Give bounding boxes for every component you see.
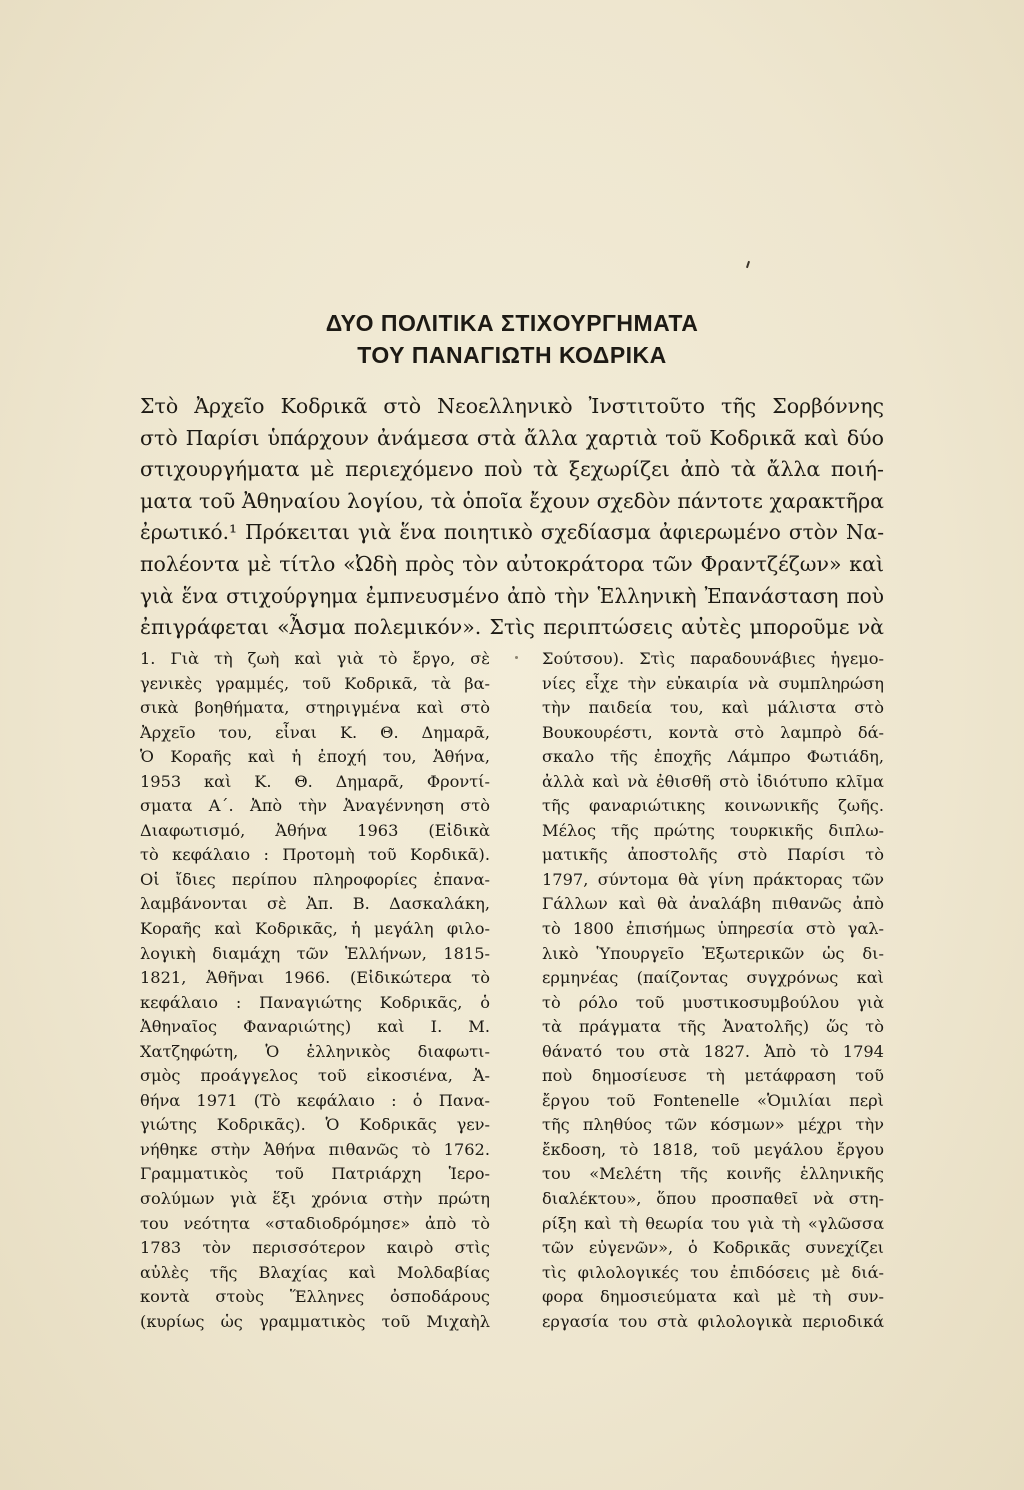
footnote-line: γιώτης Κοδρικᾶς). Ὁ Κοδρικᾶς γεν- — [140, 1115, 490, 1135]
footnote-line: Διαφωτισμό, Ἀθήνα 1963 (Εἰδικὰ — [140, 820, 490, 840]
footnote-line: Ἀρχεῖο του, εἶναι Κ. Θ. Δημαρᾶ, — [140, 722, 490, 742]
footnote-line: του νεότητα «σταδιοδρόμησε» ἀπὸ τὸ — [140, 1213, 490, 1233]
footnote-line: Μέλος τῆς πρώτης τουρκικῆς διπλω- — [542, 820, 884, 840]
footnote-line: του «Μελέτη τῆς κοινῆς ἑλληνικῆς — [542, 1164, 884, 1184]
footnote-line: σκαλο τῆς ἐποχῆς Λάμπρο Φωτιάδη, — [542, 747, 884, 767]
intro-line: στὸ Παρίσι ὑπάρχουν ἀνάμεσα στὰ ἄλλα χαρτιὰ τοῦ Κοδρικᾶ καὶ δύο — [140, 425, 884, 450]
footnote-line: ματικῆς ἀποστολῆς στὸ Παρίσι τὸ — [542, 845, 884, 865]
footnote-line: ποὺ δημοσίευσε τὴ μετάφραση τοῦ — [542, 1066, 884, 1086]
footnote-line: Βουκουρέστι, κοντὰ στὸ λαμπρὸ δά- — [542, 722, 884, 742]
footnote-line: κεφάλαιο : Παναγιώτης Κοδρικᾶς, ὁ — [140, 992, 490, 1012]
footnote-line: τὴν παιδεία του, καὶ μάλιστα στὸ — [542, 698, 884, 718]
footnote-line: τὶς φιλολογικές του ἐπιδόσεις μὲ διά- — [542, 1262, 884, 1282]
footnote-line: (κυρίως ὡς γραμματικὸς τοῦ Μιχαὴλ — [140, 1311, 490, 1331]
footnote-line: Ὁ Κοραῆς καὶ ἡ ἐποχή του, Ἀθήνα, — [140, 747, 490, 767]
footnote-line: θήνα 1971 (Τὸ κεφάλαιο : ὁ Πανα- — [140, 1090, 490, 1110]
intro-line: ἐπιγράφεται «Ἆσμα πολεμικόν». Στὶς περιπτώσεις αὐτὲς μποροῦμε νὰ — [140, 615, 884, 640]
footnote-line: λογικὴ διαμάχη τῶν Ἑλλήνων, 1815- — [140, 943, 490, 963]
footnote-line: 1821, Ἀθῆναι 1966. (Εἰδικώτερα τὸ — [140, 968, 490, 988]
footnote-line: 1797, σύντομα θὰ γίνη πράκτορας τῶν — [542, 869, 884, 889]
footnote-line: τῆς πληθύος τῶν κόσμων» μέχρι τὴν — [542, 1115, 884, 1135]
column-divider-dot — [515, 656, 518, 659]
footnote-line: σματα Α΄. Ἀπὸ τὴν Ἀναγέννηση στὸ — [140, 796, 490, 816]
footnote-line: Οἱ ἴδιες περίπου πληροφορίες ἐπανα- — [140, 869, 490, 889]
page-title-line-1: ΔΥΟ ΠΟΛΙΤΙΚΑ ΣΤΙΧΟΥΡΓΗΜΑΤΑ — [325, 310, 699, 336]
footnote-line: τῆς φαναριώτικης κοινωνικῆς ζωῆς. — [542, 796, 884, 816]
intro-line: γιὰ ἕνα στιχούργημα ἐμπνευσμένο ἀπὸ τὴν Ἑλληνικὴ Ἐπανάσταση ποὺ — [140, 583, 884, 608]
footnote-line: ἔργου τοῦ Fontenelle «Ὁμιλίαι περὶ — [542, 1090, 884, 1110]
footnote-line: Σούτσου). Στὶς παραδουνάβιες ἡγεμο- — [542, 649, 884, 668]
footnote-line: θάνατό του στὰ 1827. Ἀπὸ τὸ 1794 — [542, 1041, 884, 1061]
footnote-line: λικὸ Ὑπουργεῖο Ἐξωτερικῶν ὡς δι- — [542, 943, 884, 963]
footnote-line: σικὰ βοηθήματα, στηριγμένα καὶ στὸ — [140, 698, 490, 718]
footnote-line: σμὸς προάγγελος τοῦ εἰκοσιένα, Ἀ- — [140, 1066, 490, 1086]
footnote-line: σολύμων γιὰ ἕξι χρόνια στὴν πρώτη — [140, 1189, 490, 1209]
footnote-line: τὸ ρόλο τοῦ μυστικοσυμβούλου γιὰ — [542, 992, 884, 1012]
intro-line: ματα τοῦ Ἀθηναίου λογίου, τὰ ὁποῖα ἔχουν σχεδὸν πάντοτε χαρακτῆρα — [140, 488, 884, 513]
intro-paragraph — [140, 391, 884, 644]
footnote-line: νίες εἶχε τὴν εὐκαιρία νὰ συμπληρώση — [542, 673, 884, 693]
footnote-line: Κοραῆς καὶ Κοδρικᾶς, ἡ μεγάλη φιλο- — [140, 919, 490, 939]
intro-line: στιχουργήματα μὲ περιεχόμενο ποὺ τὰ ξεχωρίζει ἀπὸ τὰ ἄλλα ποιή- — [140, 457, 884, 482]
footnote-line: Γάλλων καὶ θὰ ἀναλάβη πιθανῶς ἀπὸ — [542, 894, 884, 914]
intro-line: πολέοντα μὲ τίτλο «Ὠδὴ πρὸς τὸν αὐτοκράτορα τῶν Φραντζέζων» καὶ — [140, 551, 884, 576]
footnote-line: αὐλὲς τῆς Βλαχίας καὶ Μολδαβίας — [140, 1262, 490, 1282]
intro-line: ἐρωτικό.¹ Πρόκειται γιὰ ἕνα ποιητικὸ σχεδίασμα ἀφιερωμένο στὸν Να- — [140, 520, 884, 545]
footnote-line: 1953 καὶ Κ. Θ. Δημαρᾶ, Φροντί- — [140, 771, 490, 791]
footnote-line: κοντὰ στοὺς Ἕλληνες ὀσποδάρους — [140, 1287, 490, 1307]
footnote-line: ρίξη καὶ τὴ θεωρία του γιὰ τὴ «γλῶσσα — [542, 1213, 884, 1233]
intro-line: Στὸ Ἀρχεῖο Κοδρικᾶ στὸ Νεοελληνικὸ Ἰνστιτοῦτο τῆς Σορβόννης — [140, 394, 884, 418]
footnote-line: Ἀθηναῖος Φαναριώτης) καὶ Ι. Μ. — [140, 1017, 490, 1037]
footnote-column-left — [140, 647, 490, 1334]
footnote-line: τὰ πράγματα τῆς Ἀνατολῆς) ὥς τὸ — [542, 1017, 884, 1037]
footnote-line: 1. Γιὰ τὴ ζωὴ καὶ γιὰ τὸ ἔργο, σὲ — [140, 649, 490, 668]
footnote-line: νήθηκε στὴν Ἀθήνα πιθανῶς τὸ 1762. — [140, 1139, 490, 1159]
ink-speck — [746, 261, 750, 268]
footnote-line: Χατζηφώτη, Ὁ ἑλληνικὸς διαφωτι- — [140, 1041, 490, 1061]
footnote-line: ερμηνέας (παίζοντας συγχρόνως καὶ — [542, 968, 884, 988]
footnote-line: τῶν εὐγενῶν», ὁ Κοδρικᾶς συνεχίζει — [542, 1238, 884, 1258]
footnote-line: διαλέκτου», ὅπου προσπαθεῖ νὰ στη- — [542, 1189, 884, 1209]
footnote-line: ἔκδοση, τὸ 1818, τοῦ μεγάλου ἔργου — [542, 1139, 884, 1159]
footnote-line: λαμβάνονται σὲ Ἀπ. Β. Δασκαλάκη, — [140, 894, 490, 914]
footnote-column-right — [542, 647, 884, 1334]
footnote-line: εργασία του στὰ φιλολογικὰ περιοδικά — [542, 1311, 884, 1331]
page-title-line-2: ΤΟΥ ΠΑΝΑΓΙΩΤΗ ΚΟΔΡΙΚΑ — [357, 342, 667, 368]
footnote-line: ἀλλὰ καὶ νὰ ἐθισθῆ στὸ ἰδιότυπο κλῖμα — [542, 771, 884, 791]
footnote-line: τὸ 1800 ἐπισήμως ὑπηρεσία στὸ γαλ- — [542, 919, 884, 939]
footnote-line: 1783 τὸν περισσότερον καιρὸ στὶς — [140, 1238, 490, 1258]
footnote-line: φορα δημοσιεύματα καὶ μὲ τὴ συν- — [542, 1287, 884, 1307]
footnote-line: τὸ κεφάλαιο : Προτομὴ τοῦ Κορδικᾶ). — [140, 845, 490, 865]
footnote-line: Γραμματικὸς τοῦ Πατριάρχη Ἱερο- — [140, 1164, 490, 1184]
footnote-line: γενικὲς γραμμές, τοῦ Κοδρικᾶ, τὰ βα- — [140, 673, 490, 693]
